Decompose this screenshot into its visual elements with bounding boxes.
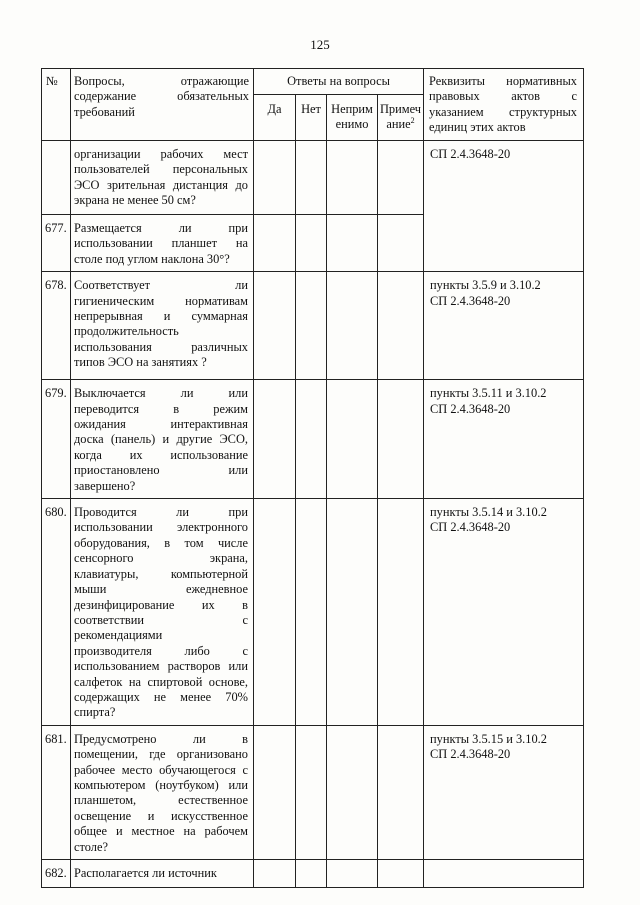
row-number: 679.	[42, 380, 71, 499]
answer-note-cell	[378, 860, 424, 888]
row-requisites	[424, 499, 584, 726]
table-row	[42, 860, 584, 888]
answer-yes-cell	[254, 860, 296, 888]
header-yes: Да	[254, 95, 296, 141]
header-requisites	[424, 69, 584, 141]
table-row	[42, 141, 584, 215]
header-answers-group: Ответы на вопросы	[254, 69, 424, 95]
row-requisites	[424, 380, 584, 499]
question-line: клавиатуры, компьютерной	[74, 566, 248, 581]
header-note-line: Примеч	[379, 102, 422, 116]
table-row	[42, 380, 584, 499]
question-line: общее и местное на рабочем	[74, 824, 248, 839]
header-row	[42, 69, 584, 95]
question-line: дезинфицирование их в	[74, 597, 248, 612]
answer-yes-cell	[254, 380, 296, 499]
row-requisites	[424, 272, 584, 380]
header-note	[378, 95, 424, 141]
question-line: переводится в режим	[74, 401, 248, 416]
question-line: оборудования, в том числе	[74, 535, 248, 550]
answer-not-applicable-cell	[327, 499, 378, 726]
answer-yes-cell	[254, 499, 296, 726]
header-not-applicable-line: Неприм	[331, 102, 373, 116]
answer-no-cell	[296, 380, 327, 499]
answer-no-cell	[296, 725, 327, 859]
question-line: столе?	[74, 839, 108, 854]
requisites-line: СП 2.4.3648-20	[430, 147, 511, 161]
question-line: столе под углом наклона 30°?	[74, 251, 230, 266]
question-line: организации рабочих мест	[74, 147, 248, 161]
answer-no-cell	[296, 860, 327, 888]
row-question	[71, 272, 254, 380]
question-line: рабочее место обучающегося с	[74, 762, 248, 777]
answer-not-applicable-cell	[327, 215, 378, 272]
question-line: рекомендациями	[74, 628, 163, 643]
page-number: 125	[310, 37, 330, 52]
answer-yes-cell	[254, 141, 296, 215]
answer-note-cell	[378, 272, 424, 380]
question-line: использования различных	[74, 339, 248, 354]
row-number: 677.	[42, 215, 71, 272]
row-question	[71, 141, 254, 215]
question-line: Выключается ли или	[74, 386, 248, 401]
question-line: использовании планшет на	[74, 236, 248, 251]
table-row	[42, 499, 584, 726]
question-line: производителя либо с	[74, 643, 248, 658]
row-requisites	[424, 725, 584, 859]
answer-yes-cell	[254, 272, 296, 380]
question-line: содержащих не менее 70%	[74, 689, 248, 704]
row-requisites	[424, 860, 584, 888]
row-number: 678.	[42, 272, 71, 380]
question-line: экрана не менее 50 см?	[74, 193, 196, 208]
checklist-table	[41, 68, 584, 888]
row-question	[71, 380, 254, 499]
question-line: салфеток на спиртовой основе,	[74, 674, 248, 689]
answer-no-cell	[296, 499, 327, 726]
row-question	[71, 725, 254, 859]
row-question	[71, 499, 254, 726]
question-line: использовании электронного	[74, 520, 248, 535]
question-line: соответствии с	[74, 612, 248, 627]
question-line: Соответствует ли	[74, 278, 248, 293]
header-requisites-line: единиц этих актов	[429, 120, 526, 135]
header-question-line: содержание обязательных	[74, 89, 249, 104]
question-line: непрерывная и суммарная	[74, 309, 248, 324]
answer-note-cell	[378, 215, 424, 272]
answer-note-cell	[378, 380, 424, 499]
question-line: ожидания интерактивная	[74, 417, 248, 432]
checklist-body	[42, 141, 584, 888]
row-number: 680.	[42, 499, 71, 726]
answer-not-applicable-cell	[327, 725, 378, 859]
answer-not-applicable-cell	[327, 380, 378, 499]
answer-note-cell	[378, 725, 424, 859]
answer-no-cell	[296, 141, 327, 215]
header-note-footnote: 2	[410, 115, 415, 125]
requisites-line: пункты 3.5.11 и 3.10.2	[430, 386, 547, 401]
question-line: спирта?	[74, 705, 116, 720]
requisites-line: СП 2.4.3648-20	[430, 747, 511, 762]
answer-yes-cell	[254, 215, 296, 272]
header-requisites-line: Реквизиты нормативных	[429, 74, 578, 88]
header-question-line: Вопросы, отражающие	[74, 74, 249, 88]
row-number: 681.	[42, 725, 71, 859]
question-line: Располагается ли источник	[74, 866, 217, 880]
header-question-line: требований	[74, 104, 135, 119]
answer-not-applicable-cell	[327, 272, 378, 380]
requisites-line: пункты 3.5.14 и 3.10.2	[430, 505, 547, 520]
requisites-line: пункты 3.5.9 и 3.10.2	[430, 278, 541, 293]
table-row	[42, 272, 584, 380]
row-requisites	[424, 141, 584, 272]
table-row	[42, 725, 584, 859]
answer-note-cell	[378, 141, 424, 215]
answer-no-cell	[296, 215, 327, 272]
question-line: гигиеническим нормативам	[74, 293, 248, 308]
question-line: ЭСО зрительная дистанция до	[74, 177, 248, 192]
answer-not-applicable-cell	[327, 860, 378, 888]
row-question	[71, 860, 254, 888]
requisites-line: СП 2.4.3648-20	[430, 401, 511, 416]
header-not-applicable-line: енимо	[335, 117, 369, 131]
header-no: Нет	[296, 95, 327, 141]
row-question	[71, 215, 254, 272]
question-line: Размещается ли при	[74, 221, 248, 235]
question-line: помещении, где организовано	[74, 747, 248, 762]
requisites-line: СП 2.4.3648-20	[430, 293, 511, 308]
question-line: завершено?	[74, 478, 136, 493]
header-note-line: ание	[386, 117, 411, 131]
question-line: Предусмотрено ли в	[74, 731, 248, 746]
question-line: типов ЭСО на занятиях ?	[74, 355, 207, 370]
question-line: планшетом, естественное	[74, 793, 248, 808]
question-line: освещение и искусственное	[74, 808, 248, 823]
question-line: когда их использование	[74, 447, 248, 462]
answer-not-applicable-cell	[327, 141, 378, 215]
header-requisites-line: правовых актов с	[429, 89, 578, 104]
header-requisites-line: указанием структурных	[429, 104, 578, 119]
row-number: 682.	[42, 860, 71, 888]
question-line: сенсорного экрана,	[74, 551, 248, 566]
question-line: использованием растворов или	[74, 659, 248, 674]
header-question	[71, 69, 254, 141]
question-line: продолжительность	[74, 324, 179, 339]
header-number: №	[42, 69, 71, 141]
answer-yes-cell	[254, 725, 296, 859]
answer-note-cell	[378, 499, 424, 726]
answer-no-cell	[296, 272, 327, 380]
row-number	[42, 141, 71, 215]
question-line: доска (панель) и другие ЭСО,	[74, 432, 248, 447]
question-line: мыши ежедневное	[74, 582, 248, 597]
header-not-applicable	[327, 95, 378, 141]
question-line: пользователей персональных	[74, 162, 248, 177]
question-line: Проводится ли при	[74, 505, 248, 520]
question-line: приостановлено или	[74, 463, 248, 478]
requisites-line: пункты 3.5.15 и 3.10.2	[430, 731, 547, 746]
requisites-line: СП 2.4.3648-20	[430, 520, 511, 535]
question-line: компьютером (ноутбуком) или	[74, 777, 248, 792]
